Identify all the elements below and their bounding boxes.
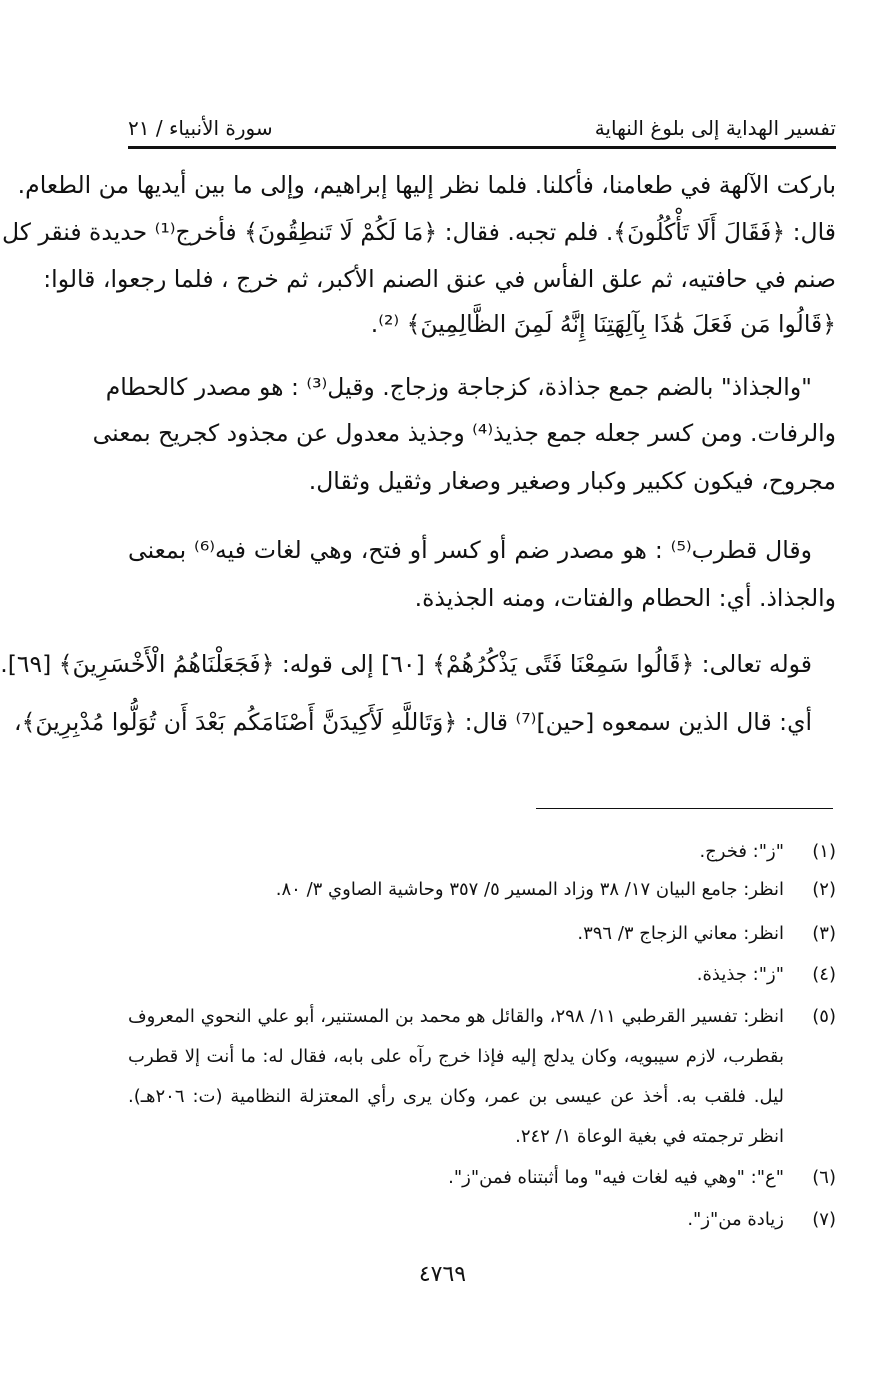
- body-line: صنم في حافتيه، ثم علق الفأس في عنق الصنم الأكبر، ثم خرج ، فلما رجعوا، قالوا:: [43, 265, 836, 293]
- footnote-text: انظر: معاني الزجاج ٣/ ٣٩٦.: [577, 923, 784, 944]
- body-line: قال: ﴿فَقَالَ أَلَا تَأْكُلُونَ﴾. فلم تجبه. فقال: ﴿مَا لَكُمْ لَا تَنطِقُونَ﴾ فأخرج⁽¹⁾ حديدة فنقر كل: [1, 218, 836, 246]
- body-line: قوله تعالى: ﴿قَالُوا سَمِعْنَا فَتًى يَذْكُرُهُمْ﴾ [٦٠] إلى قوله: ﴿فَجَعَلْنَاهُمُ الْأَخْسَرِينَ﴾ [٦٩].: [0, 650, 812, 678]
- footnote-number: (٤): [812, 964, 836, 985]
- body-line: "والجذاذ" بالضم جمع جذاذة، كزجاجة وزجاج. وقيل⁽³⁾ : هو مصدر كالحطام: [105, 373, 812, 401]
- page-number: ٤٧٦٩: [418, 1262, 467, 1287]
- footnote-number: (٥): [812, 1006, 836, 1027]
- body-line: ﴿قَالُوا مَن فَعَلَ هَٰذَا بِآلِهَتِنَا إِنَّهُ لَمِنَ الظَّالِمِينَ﴾ ⁽²⁾.: [370, 310, 836, 338]
- footnote-text: "ز": جذيذة.: [696, 964, 784, 985]
- book-title: تفسير الهداية إلى بلوغ النهاية: [594, 116, 836, 140]
- header-rule: [128, 146, 836, 149]
- footnote-number: (١): [812, 841, 836, 862]
- footnote-number: (٣): [812, 923, 836, 944]
- footnote-text: بقطرب، لازم سيبويه، وكان يدلج إليه فإذا خرج رآه على بابه، فقال له: ما أنت إلا قطرب: [128, 1046, 784, 1067]
- footnote-text: ليل. فلقب به. أخذ عن عيسى بن عمر، وكان يرى رأي المعتزلة النظامية (ت: ٢٠٦هـ).: [128, 1086, 784, 1107]
- footnote-text: "ع": "وهي فيه لغات فيه" وما أثبتناه فمن"ز".: [448, 1167, 784, 1188]
- footnote-text: انظر: جامع البيان ١٧/ ٣٨ وزاد المسير ٥/ ٣٥٧ وحاشية الصاوي ٣/ ٨٠.: [275, 879, 784, 900]
- body-line: مجروح، فيكون ككبير وكبار وصغير وصغار وثقيل وثقال.: [308, 467, 836, 495]
- footnote-number: (٦): [812, 1167, 836, 1188]
- footnote-text: انظر ترجمته في بغية الوعاة ١/ ٢٤٢.: [515, 1126, 784, 1147]
- body-line: أي: قال الذين سمعوه [حين]⁽⁷⁾ قال: ﴿وَتَاللَّهِ لَأَكِيدَنَّ أَصْنَامَكُم بَعْدَ أَن تُوَلُّوا مُدْبِرِينَ﴾،: [14, 708, 812, 736]
- body-line: باركت الآلهة في طعامنا، فأكلنا. فلما نظر إليها إبراهيم، وإلى ما بين أيديها من الطعام.: [17, 171, 836, 199]
- running-header: [128, 96, 836, 140]
- body-line: والرفات. ومن كسر جعله جمع جذيذ⁽⁴⁾ وجذيذ معدول عن مجذود كجريح بمعنى: [92, 419, 836, 447]
- footnote-number: (٢): [812, 879, 836, 900]
- surah-reference: سورة الأنبياء / ٢١: [128, 116, 273, 140]
- footnote-text: "ز": فخرج.: [699, 841, 784, 862]
- footnote-text: زيادة من"ز".: [687, 1209, 784, 1230]
- body-line: والجذاذ. أي: الحطام والفتات، ومنه الجذيذة.: [414, 584, 836, 612]
- footnote-number: (٧): [812, 1209, 836, 1230]
- footnote-rule: [536, 808, 833, 809]
- body-line: وقال قطرب⁽⁵⁾ : هو مصدر ضم أو كسر أو فتح، وهي لغات فيه⁽⁶⁾ بمعنى: [128, 536, 812, 564]
- footnote-text: انظر: تفسير القرطبي ١١/ ٢٩٨، والقائل هو محمد بن المستنير، أبو علي النحوي المعروف: [128, 1006, 784, 1027]
